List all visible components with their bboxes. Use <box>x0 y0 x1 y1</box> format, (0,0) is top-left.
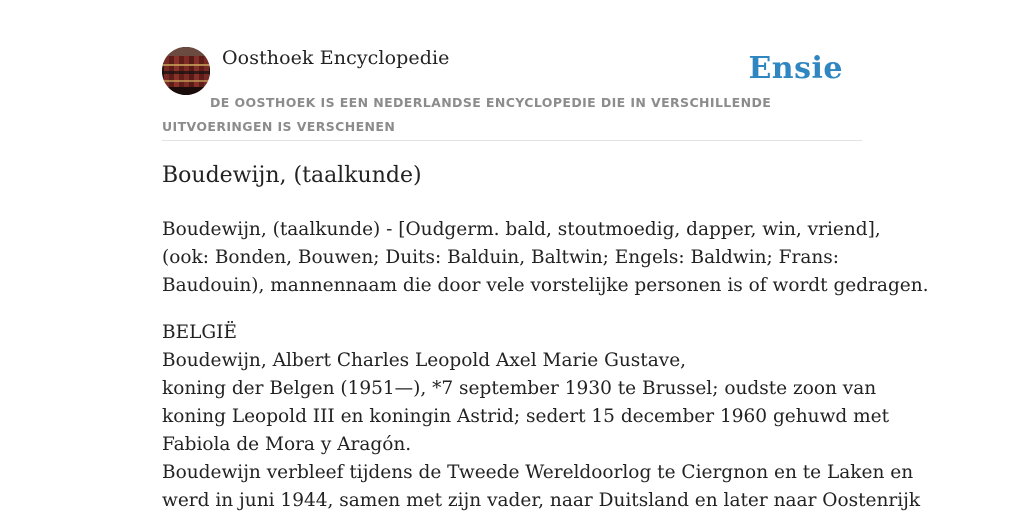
page-title: Boudewijn, (taalkunde) <box>162 163 422 188</box>
section-heading: BELGIË <box>162 322 237 343</box>
brand-logo-link[interactable]: Ensie <box>748 51 843 86</box>
text-line: koning Leopold III en koningin Astrid; sedert 15 december 1960 gehuwd met <box>162 406 890 427</box>
section-paragraph <box>162 319 921 512</box>
text-line: Boudewijn, Albert Charles Leopold Axel Marie Gustave, <box>162 350 687 371</box>
site-title[interactable]: Oosthoek Encyclopedie <box>222 47 450 69</box>
text-line: koning der Belgen (1951—), *7 september 1930 te Brussel; oudste zoon van <box>162 378 877 399</box>
intro-paragraph <box>162 216 929 300</box>
text-line: Fabiola de Mora y Aragón. <box>162 434 412 455</box>
site-header <box>162 46 862 141</box>
text-line: Boudewijn verbleef tijdens de Tweede Wereldoorlog te Ciergnon en te Laken en <box>162 462 914 483</box>
site-tagline: DE OOSTHOEK IS EEN NEDERLANDSE ENCYCLOPEDIE DIE IN VERSCHILLENDE UITVOERINGEN IS VERSCHENEN <box>162 95 772 134</box>
encyclopedia-books-icon[interactable] <box>162 47 210 95</box>
text-line: (ook: Bonden, Bouwen; Duits: Balduin, Baltwin; Engels: Baldwin; Frans: <box>162 247 839 268</box>
text-line: werd in juni 1944, samen met zijn vader, naar Duitsland en later naar Oostenrijk <box>162 490 921 511</box>
text-line: Baudouin), mannennaam die door vele vorstelijke personen is of wordt gedragen. <box>162 275 929 296</box>
article-body <box>162 216 929 512</box>
text-line: Boudewijn, (taalkunde) - [Oudgerm. bald, stoutmoedig, dapper, win, vriend], <box>162 219 881 240</box>
